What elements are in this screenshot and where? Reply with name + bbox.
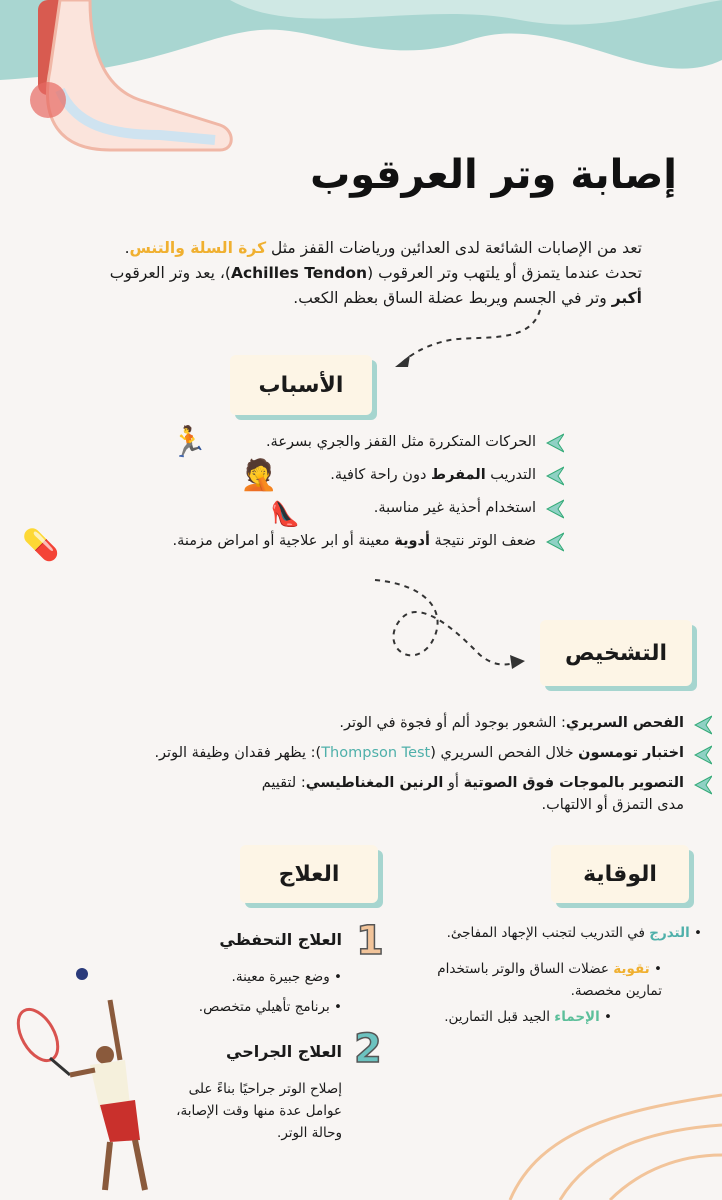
triangle-bullet-icon [694, 745, 712, 765]
cause-item: الحركات المتكررة مثل القفز والجري بسرعة. [84, 426, 564, 459]
cause-item: ضعف الوتر نتيجة أدوية معينة أو ابر علاجية أو امراض مزمنة. [84, 525, 564, 558]
dashed-arrow [390, 305, 550, 370]
conservative-item: • وضع جبيرة معينة. [231, 969, 342, 985]
triangle-bullet-icon [546, 499, 564, 519]
diagnosis-item: الفحص السريري: الشعور بوجود ألم أو فجوة في الوتر. [12, 708, 712, 738]
conservative-list [122, 962, 342, 1022]
triangle-bullet-icon [546, 532, 564, 552]
cause-item: استخدام أحذية غير مناسبة. [84, 492, 564, 525]
triangle-bullet-icon [546, 466, 564, 486]
triangle-bullet-icon [546, 433, 564, 453]
tennis-player-illustration [10, 960, 150, 1200]
dashed-loop-arrow [370, 575, 530, 685]
conservative-title: العلاج التحفظي [219, 930, 342, 949]
cause-item: التدريب المفرط دون راحة كافية. [84, 459, 564, 492]
surgical-title: العلاج الجراحي [226, 1042, 342, 1061]
medicine-icon: 💊 [22, 528, 60, 563]
runner-icon: 🏃 [170, 425, 208, 460]
diagnosis-item: اختبار تومسون خلال الفحص السريري (Thompson Test): يظهر فقدان وظيفة الوتر. [12, 738, 712, 768]
diagnosis-item: التصوير بالموجات فوق الصوتية أو الرنين المغناطيسي: لتقييم مدى التمزق أو الالتهاب. [12, 768, 712, 816]
foot-illustration [20, 0, 240, 165]
prevention-heading: الوقاية [551, 845, 689, 903]
conservative-item: • برنامج تأهيلي متخصص. [198, 999, 342, 1015]
number-two: 2 [354, 1026, 382, 1072]
triangle-bullet-icon [694, 715, 712, 735]
causes-list [84, 426, 564, 558]
surgical-text: إصلاح الوتر جراحيًا بناءً على عوامل عدة منها وقت الإصابة، وحالة الوتر. [176, 1081, 342, 1141]
number-one: 1 [356, 918, 384, 964]
shoes-icon: 👠 [270, 500, 300, 528]
tired-person-icon: 🤦 [240, 458, 278, 493]
page-title: إصابة وتر العرقوب [310, 152, 677, 198]
bottom-wave-decoration [500, 1090, 722, 1200]
prevention-list [427, 922, 702, 1028]
diagnosis-heading: التشخيص [540, 620, 692, 686]
intro-paragraph: تعد من الإصابات الشائعة لدى العدائين ورياضات القفز مثل كرة السلة والتنس. تحدث عندما يتمزق أو يلتهب وتر العرقوب (Achilles Tendon)، يعد وتر العرقوب أكبر وتر في الجسم ويربط عضلة الساق بعظم الكعب. [109, 239, 642, 307]
prevention-item: • تقوية عضلات الساق والوتر باستخدام تمارين مخصصة. [437, 961, 662, 999]
treatment-heading: العلاج [240, 845, 378, 903]
prevention-item: • الإحماء الجيد قبل التمارين. [444, 1009, 612, 1025]
prevention-item: • التدرج في التدريب لتجنب الإجهاد المفاجئ. [446, 925, 702, 941]
causes-heading: الأسباب [230, 355, 372, 415]
triangle-bullet-icon [694, 775, 712, 795]
diagnosis-list [12, 708, 712, 816]
